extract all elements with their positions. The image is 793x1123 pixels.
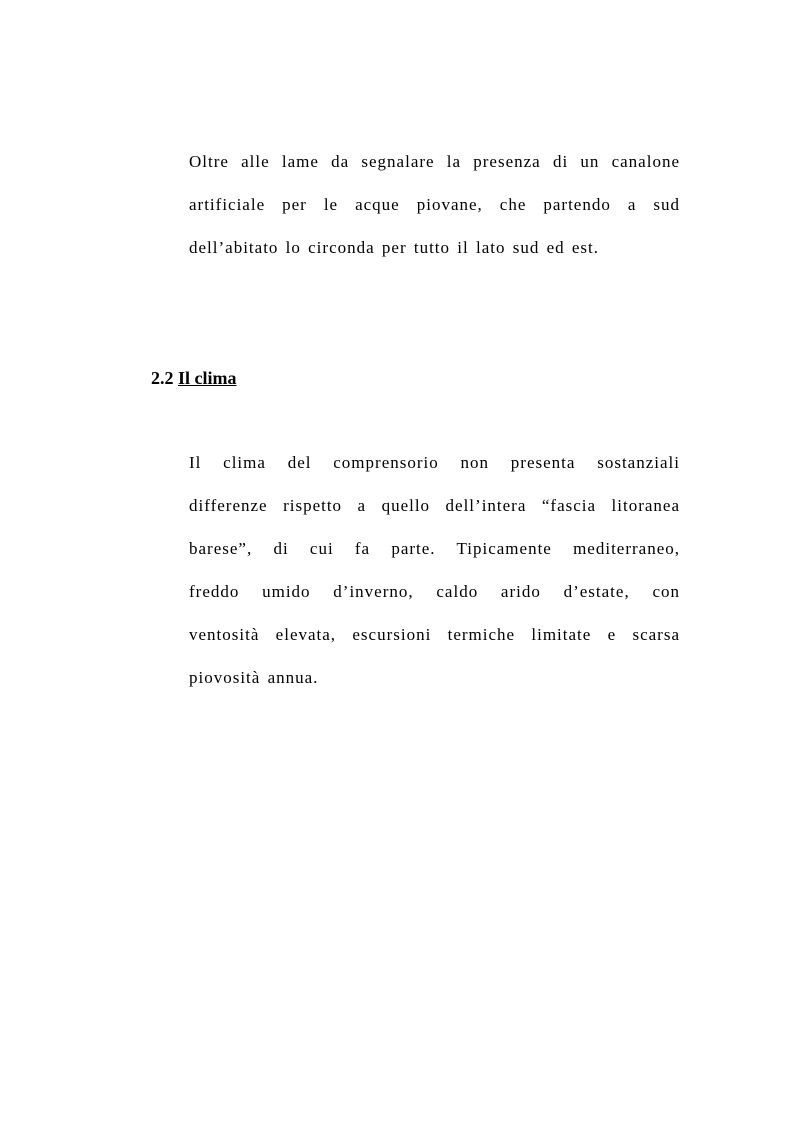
paragraph-line: freddo umido d’inverno, caldo arido d’estate, con xyxy=(189,582,680,601)
body-paragraph-clima xyxy=(189,441,680,699)
paragraph-line: Oltre alle lame da segnalare la presenza di un canalone xyxy=(189,152,680,171)
section-number: 2.2 xyxy=(151,368,174,388)
body-paragraph-canalone xyxy=(189,140,680,269)
paragraph-line: piovosità annua. xyxy=(189,668,319,687)
paragraph-line: dell’abitato lo circonda per tutto il lato sud ed est. xyxy=(189,238,600,257)
paragraph-line: barese”, di cui fa parte. Tipicamente mediterraneo, xyxy=(189,539,680,558)
paragraph-line: differenze rispetto a quello dell’intera “fascia litoranea xyxy=(189,496,680,515)
paragraph-line: artificiale per le acque piovane, che partendo a sud xyxy=(189,195,680,214)
paragraph-line: ventosità elevata, escursioni termiche limitate e scarsa xyxy=(189,625,680,644)
paragraph-line: Il clima del comprensorio non presenta sostanziali xyxy=(189,453,680,472)
section-heading xyxy=(151,366,237,390)
section-title: Il clima xyxy=(178,368,237,388)
